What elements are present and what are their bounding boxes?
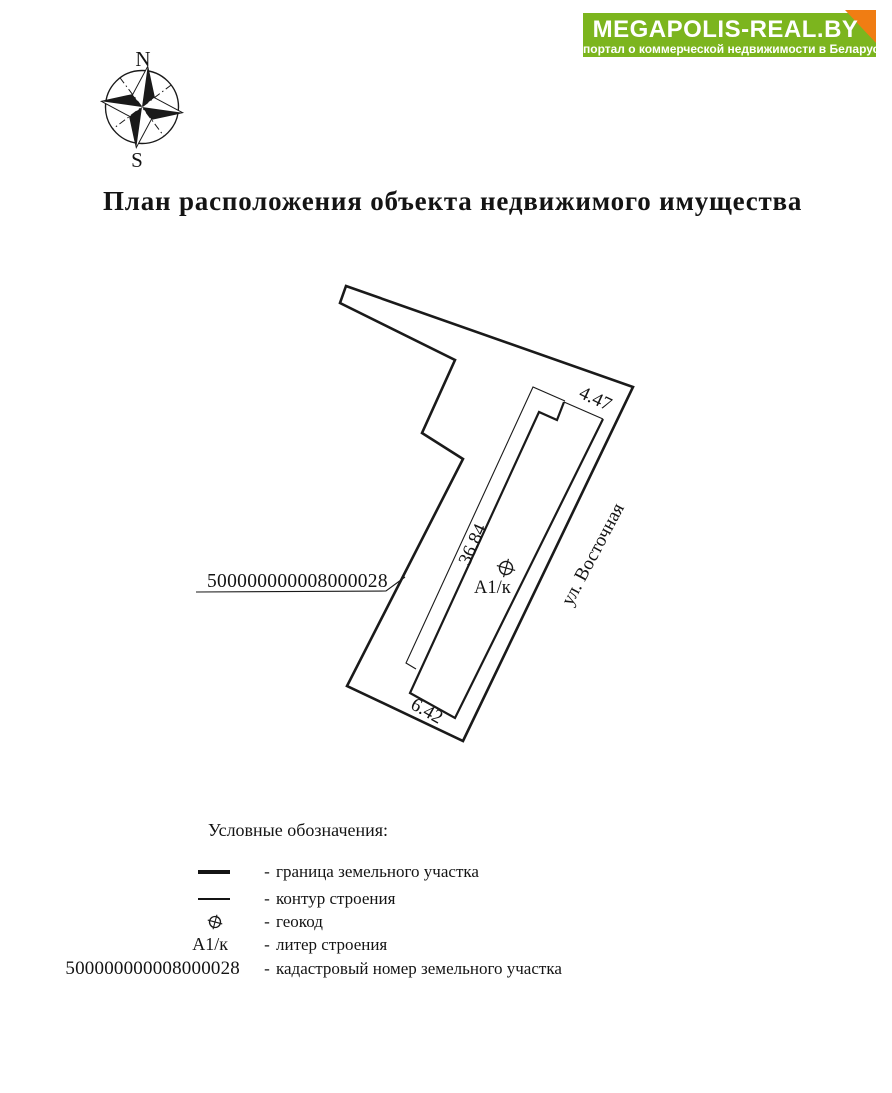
legend-label: кадастровый номер земельного участка <box>276 959 562 978</box>
dimension-top: 4.47 <box>575 382 615 416</box>
geocode-icon <box>206 913 224 931</box>
legend-row <box>62 889 395 909</box>
compass-south-label: S <box>131 148 143 172</box>
legend-label: граница земельного участка <box>276 862 479 881</box>
legend-label: литер строения <box>276 934 388 954</box>
legend-heading: Условные обозначения: <box>208 820 389 840</box>
compass-north-label: N <box>135 47 151 71</box>
compass-star <box>96 61 189 154</box>
legend-dash: - <box>264 959 270 978</box>
legend-label: контур строения <box>276 889 396 908</box>
parcel-boundary-line-icon <box>198 870 230 874</box>
cadastral-number-label: 500000000008000028 <box>207 571 388 592</box>
legend-label: геокод <box>276 912 323 931</box>
legend-dash: - <box>264 889 270 908</box>
building-liter-symbol: А1/к <box>192 934 228 954</box>
cadastral-number-symbol: 500000000008000028 <box>65 958 240 979</box>
building-liter-label: А1/к <box>474 578 511 598</box>
legend-row <box>62 934 387 955</box>
legend-dash: - <box>264 862 270 881</box>
street-name-label: ул. Восточная <box>557 499 629 610</box>
legend-row <box>62 958 562 980</box>
parcel-boundary <box>340 286 633 741</box>
logo-title: MEGAPOLIS-REAL.BY <box>592 16 859 43</box>
dimension-bottom: 6.42 <box>407 693 447 729</box>
building-contour <box>410 402 603 718</box>
building-contour-line-icon <box>198 898 230 900</box>
logo-subtitle: портал о коммерческой недвижимости в Беларуси <box>583 42 887 56</box>
compass-rose <box>96 47 189 172</box>
legend-dash: - <box>264 912 270 931</box>
geocode-symbol <box>494 556 517 579</box>
dimension-long-side: 36.84 <box>454 520 492 569</box>
legend-row <box>62 862 479 882</box>
page-title: План расположения объекта недвижимого имущества <box>103 186 803 216</box>
legend-dash: - <box>264 934 270 954</box>
legend-row <box>62 912 323 932</box>
